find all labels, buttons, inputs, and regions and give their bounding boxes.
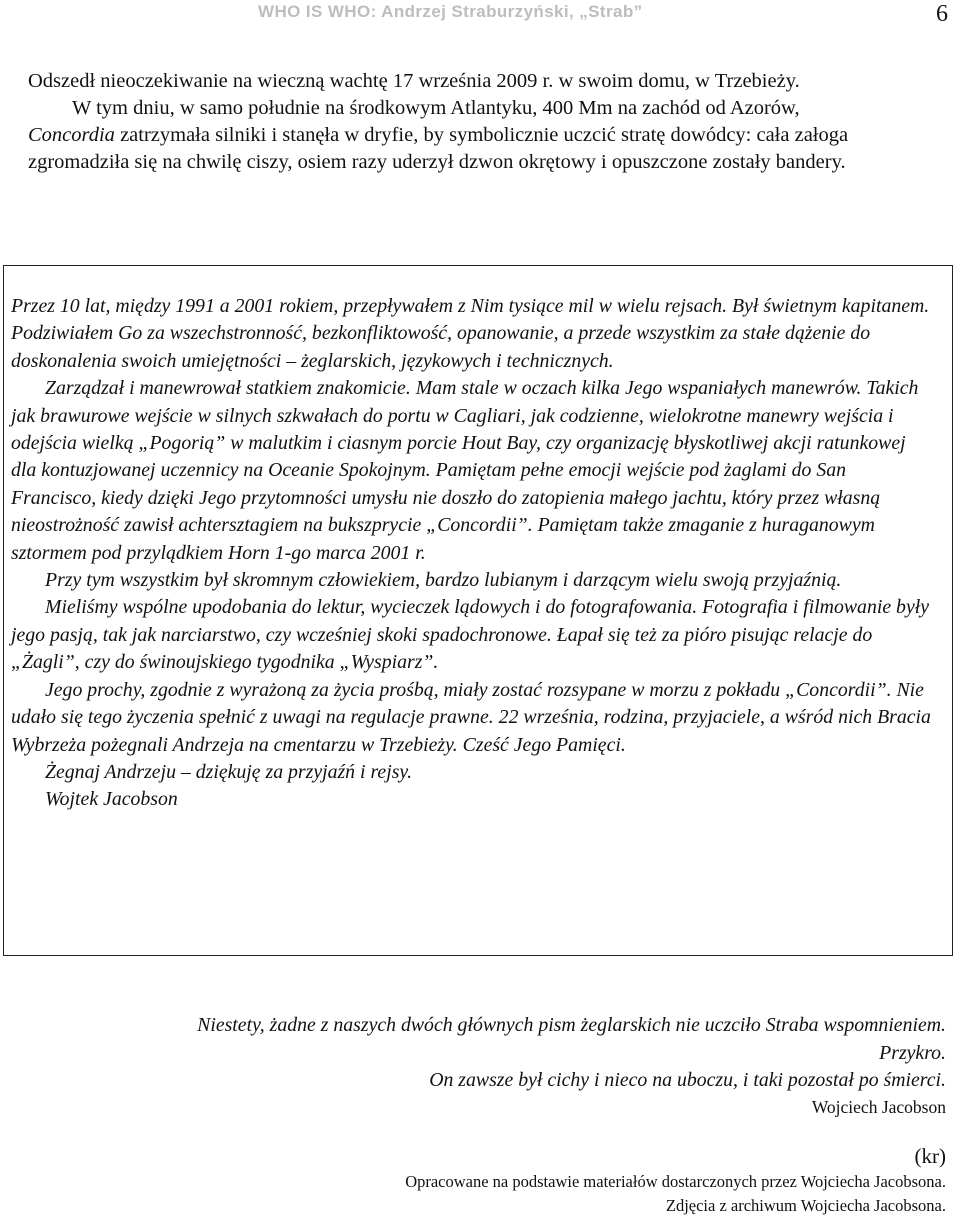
tribute-farewell: Żegnaj Andrzeju – dziękuję za przyjaźń i rejsy.	[45, 760, 413, 783]
closing-line-1: Niestety, żadne z naszych dwóch głównych pism żeglarskich nie uczciło Straba wspomnieniem.	[197, 1014, 946, 1036]
intro-body	[28, 122, 948, 176]
running-header-title: WHO IS WHO: Andrzej Straburzyński, „Strab”	[258, 2, 643, 21]
tribute-box	[3, 265, 953, 956]
intro-line-1: Odszedł nieoczekiwanie na wieczną wachtę 17 września 2009 r. w swoim domu, w Trzebieży.	[28, 70, 800, 92]
closing-line-2: Przykro.	[879, 1041, 946, 1064]
tribute-paragraph-3: Przy tym wszystkim był skromnym człowiekiem, bardzo lubianym i darzącym wielu swoją przyjaźnią.	[45, 569, 842, 592]
tribute-paragraph-5: Jego prochy, zgodnie z wyrażoną za życia prośbą, miały zostać rozsypane w morzu z pokładu „Concordii”. Nie udało się tego życzenia spełnić z uwagi na regulacje prawne. 22 września, rodzina, przyjaciele, a wśród nich Bracia Wybrzeża pożegnali Andrzeja na cmentarzu w Trzebieży. Cześć Jego Pamięci.	[11, 678, 931, 756]
page-number: 6	[936, 1, 948, 27]
intro-rest: zatrzymała silniki i stanęła w dryfie, by symbolicznie uczcić stratę dowódcy: cała załoga zgromadziła się na chwilę ciszy, osiem razy uderzył dzwon okrętowy i opuszczone zostały bandery.	[28, 124, 849, 173]
tribute-paragraph-4: Mieliśmy wspólne upodobania do lektur, wycieczek lądowych i do fotografowania. Fotografia i filmowanie były jego pasją, tak jak narciarstwo, czy wcześniej skoki spadochronowe. Łapał się też za pióro pisując relacje do „Żagli”, czy do świnoujskiego tygodnika „Wyspiarz”.	[11, 596, 930, 674]
closing-line-3: On zawsze był cichy i nieco na uboczu, i taki pozostał po śmierci.	[429, 1069, 946, 1091]
ship-name: Concordia	[28, 124, 115, 146]
source-note: Opracowane na podstawie materiałów dostarczonych przez Wojciecha Jacobsona.	[405, 1172, 946, 1191]
author-initials: (kr)	[914, 1144, 946, 1168]
tribute-paragraph-1: Przez 10 lat, między 1991 a 2001 rokiem, przepływałem z Nim tysiące mil w wielu rejsach. Był świetnym kapitanem. Podziwiałem Go za wszechstronność, bezkonfliktowość, opanowanie, a przede wszystkim za stałe dążenie do doskonalenia swoich umiejętności – żeglarskich, językowych i technicznych.	[11, 295, 930, 372]
footer	[46, 1142, 946, 1218]
intro-line-2: W tym dniu, w samo południe na środkowym Atlantyku, 400 Mm na zachód od Azorów,	[72, 97, 800, 119]
tribute-signature: Wojtek Jacobson	[45, 788, 178, 811]
closing-signature: Wojciech Jacobson	[811, 1096, 946, 1117]
closing-note	[6, 1012, 946, 1120]
intro-paragraph	[28, 68, 948, 176]
tribute-paragraph-2: Zarządzał i manewrował statkiem znakomicie. Mam stale w oczach kilka Jego wspaniałych manewrów. Takich jak brawurowe wejście w silnych szkwałach do portu w Cagliari, jak codzienne, wielokrotne manewry wejścia i odejścia wielką „Pogorią” w malutkim i ciasnym porcie Hout Bay, czy organizację błyskotliwej akcji ratunkowej dla kontuzjowanej uczennicy na Oceanie Spokojnym. Pamiętam pełne emocji wejście pod żaglami do San Francisco, kiedy dzięki Jego przytomności umysłu nie doszło do zatopienia małego jachtu, który przez własną nieostrożność zawisł achtersztagiem na bukszprycie „Concordii”. Pamiętam także zmaganie z huraganowym sztormem pod przylądkiem Horn 1-go marca 2001 r.	[11, 377, 919, 564]
photo-credit: Zdjęcia z archiwum Wojciecha Jacobsona.	[665, 1196, 946, 1215]
